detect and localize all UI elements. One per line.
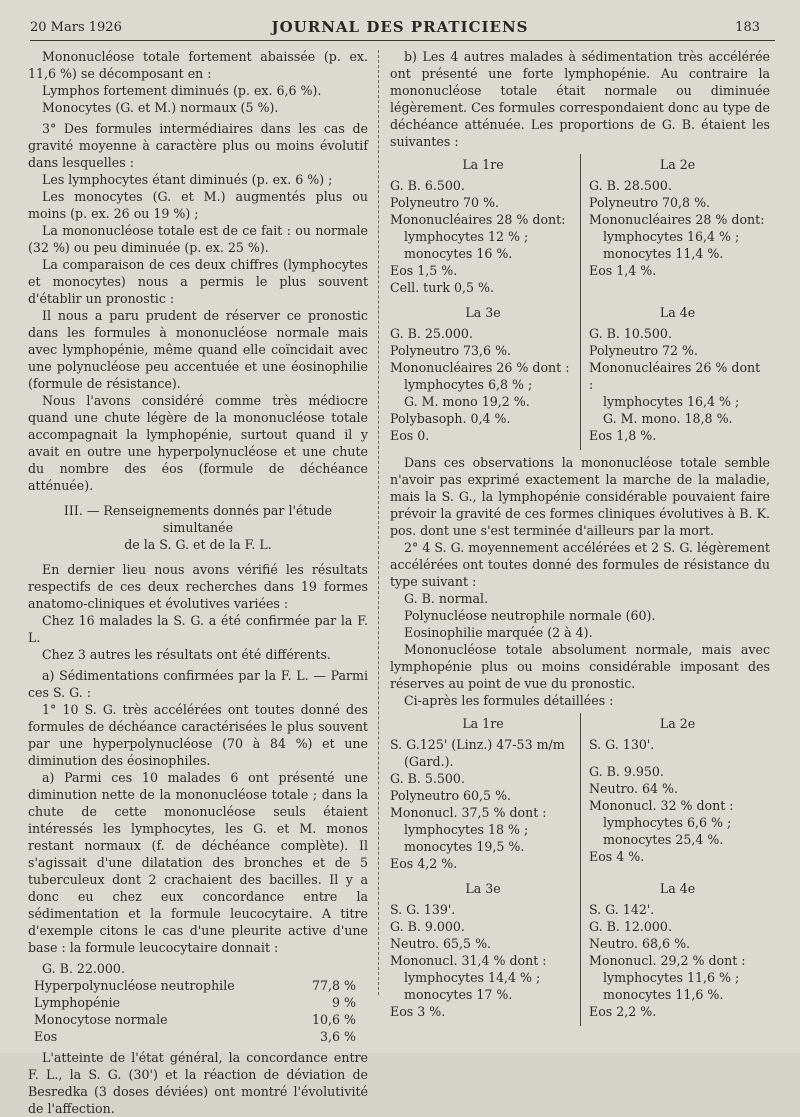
paragraph: Il nous a paru prudent de réserver ce pronostic dans les formules à mononucléose normale mais avec lymphopénie, même quand elle coïncidait avec une polynucléose peu accentuée et une éosinophilie (formule de résistance).	[28, 308, 368, 391]
paragraph: Nous l'avons considéré comme très médiocre quand une chute légère de la mononucléose totale accompagnait la lymphopénie, surtout quand il y avait en outre une hyperpolynucléose et une chute du nombre des éos (formule de déchéance atténuée).	[28, 393, 368, 493]
formula-row	[28, 994, 368, 1011]
cell-line: Eos 4 %.	[589, 849, 645, 864]
cell-line: lymphocytes 16,4 % ;	[603, 394, 740, 409]
cell-line: S. G. 130'.	[589, 737, 655, 752]
cell-line: Mononucléaires 28 % dont:	[589, 212, 765, 227]
table-cell	[580, 878, 770, 1026]
cell-heading: La 4e	[659, 305, 696, 320]
cell-line: Polyneutro 73,6 %.	[390, 343, 512, 358]
table-cell	[580, 154, 770, 302]
left-column	[28, 48, 368, 1117]
paragraph: L'atteinte de l'état général, la concordance entre F. L., la S. G. (30') et la réaction de déviation de Besredka (3 doses déviées) ont montré l'évolutivité de l'affection.	[28, 1050, 368, 1116]
paragraph: Ci-après les formules détaillées :	[404, 693, 614, 708]
cell-line: Mononucléaires 26 % dont :	[589, 360, 761, 392]
paragraph: En dernier lieu nous avons vérifié les résultats respectifs de ces deux recherches dans 19 formes anatomo-cliniques et évolutives variées :	[28, 562, 368, 611]
cell-line: G. M. mono 19,2 %.	[404, 394, 530, 409]
formula-table-1	[390, 154, 770, 450]
table-cell	[580, 713, 770, 878]
paragraph: La comparaison de ces deux chiffres (lymphocytes et monocytes) nous a permis le plus souvent d'établir un pronostic :	[28, 257, 368, 306]
formula-label: Eos	[34, 1029, 58, 1044]
paragraph: Dans ces observations la mononucléose totale semble n'avoir pas exprimé exactement la marche de la maladie, mais la S. G., la lymphopénie considérable pouvaient faire prévoir la gravité de ces formes cliniques évolutives à B. K. pos. dont une s'est terminée d'ailleurs par la mort.	[390, 455, 770, 538]
paragraph: 1° 10 S. G. très accélérées ont toutes donné des formules de déchéance caractérisées le plus souvent par une hyperpolynucléose (70 à 84 %) et une diminution des éosinophiles.	[28, 702, 368, 768]
cell-heading: La 3e	[465, 305, 501, 320]
paragraph: a) Parmi ces 10 malades 6 ont présenté une diminution nette de la mononucléose totale ; dans la chute de cette mononucléose seuls étaient intéressés les lymphocytes, les G. et M. monos restant normaux (f. de déchéance complète). Il s'agissait d'une dilatation des bronches et de 5 tuberculeux dont 2 crachaient des bacilles. Il y a donc eu chez eux concordance entre la sédimentation et la formule leucocytaire. A titre d'exemple citons le cas d'une pleurite active d'une base : la formule leucocytaire donnait :	[28, 770, 368, 955]
right-column	[390, 48, 770, 1026]
cell-line: lymphocytes 18 % ;	[404, 822, 529, 837]
cell-line: Neutro. 64 %.	[589, 781, 679, 796]
cell-line: Polybasoph. 0,4 %.	[390, 411, 511, 426]
cell-heading: La 4e	[659, 881, 696, 896]
cell-line: monocytes 19,5 %.	[404, 839, 525, 854]
cell-line: Mononucl. 31,4 % dont :	[390, 953, 547, 968]
table-cell	[390, 302, 580, 450]
cell-line: G. B. 9.950.	[589, 764, 664, 779]
cell-line: lymphocytes 6,8 % ;	[404, 377, 533, 392]
cell-line: Eos 2,2 %.	[589, 1004, 657, 1019]
cell-line: lymphocytes 16,4 % ;	[603, 229, 740, 244]
cell-line: Eos 1,4 %.	[589, 263, 657, 278]
cell-line: G. B. 28.500.	[589, 178, 672, 193]
formula-value: 9 %	[332, 995, 356, 1010]
header-rule	[30, 40, 775, 41]
cell-line: lymphocytes 6,6 % ;	[603, 815, 732, 830]
cell-line: lymphocytes 14,4 % ;	[404, 970, 541, 985]
cell-line: Neutro. 68,6 %.	[589, 936, 691, 951]
cell-line: monocytes 11,4 %.	[603, 246, 724, 261]
cell-line: G. M. mono. 18,8 %.	[603, 411, 733, 426]
formula-label: Lymphopénie	[34, 995, 121, 1010]
formula-row	[28, 977, 368, 994]
cell-line: monocytes 11,6 %.	[603, 987, 724, 1002]
paragraph: 2° 4 S. G. moyennement accélérées et 2 S. G. légèrement accélérées ont toutes donné des formules de résistance du type suivant :	[390, 540, 770, 589]
paragraph: Mononucléose totale fortement abaissée (p. ex. 11,6 %) se décomposant en :	[28, 49, 368, 81]
paragraph: La mononucléose totale est de ce fait : ou normale (32 %) ou peu diminuée (p. ex. 25 %).	[28, 223, 368, 255]
paragraph: Eosinophilie marquée (2 à 4).	[404, 625, 593, 640]
cell-line: G. B. 6.500.	[390, 178, 465, 193]
paragraph: Chez 3 autres les résultats ont été différents.	[42, 647, 331, 662]
paragraph: Les monocytes (G. et M.) augmentés plus ou moins (p. ex. 26 ou 19 %) ;	[28, 189, 368, 221]
cell-line: Mononucl. 29,2 % dont :	[589, 953, 746, 968]
page-number: 183	[735, 20, 760, 35]
paragraph: Polynucléose neutrophile normale (60).	[404, 608, 656, 623]
paragraph: Les lymphocytes étant diminués (p. ex. 6 %) ;	[42, 172, 333, 187]
paragraph: Monocytes (G. et M.) normaux (5 %).	[42, 100, 279, 115]
paragraph: a) Sédimentations confirmées par la F. L. — Parmi ces S. G. :	[28, 668, 368, 700]
paragraph: Mononucléose totale absolument normale, mais avec lymphopénie plus ou moins considérable imposant des réserves au point de vue du pronostic.	[390, 642, 770, 691]
cell-line: Eos 4,2 %.	[390, 856, 458, 871]
cell-line: Polyneutro 70 %.	[390, 195, 500, 210]
cell-line: Polyneutro 72 %.	[589, 343, 699, 358]
paragraph: G. B. 22.000.	[42, 961, 125, 976]
section-heading-continued: de la S. G. et de la F. L.	[124, 537, 272, 552]
cell-line: lymphocytes 11,6 % ;	[603, 970, 740, 985]
cell-line: Polyneutro 70,8 %.	[589, 195, 711, 210]
formula-row	[28, 1028, 368, 1045]
cell-line: Neutro. 65,5 %.	[390, 936, 492, 951]
table-cell	[390, 154, 580, 302]
cell-line: G. B. 9.000.	[390, 919, 465, 934]
cell-heading: La 1re	[462, 716, 504, 731]
cell-line: Eos 1,8 %.	[589, 428, 657, 443]
paragraph: b) Les 4 autres malades à sédimentation très accélérée ont présenté une forte lymphopénie. Au contraire la mononucléose totale était normale ou diminuée légèrement. Ces formules correspondaient donc au type de déchéance atténuée. Les proportions de G. B. étaient les suivantes :	[390, 49, 770, 149]
formula-value: 77,8 %	[311, 978, 356, 993]
cell-line: Polyneutro 60,5 %.	[390, 788, 512, 803]
cell-line: monocytes 25,4 %.	[603, 832, 724, 847]
formula-value: 3,6 %	[320, 1029, 356, 1044]
cell-line: monocytes 17 %.	[404, 987, 513, 1002]
cell-line: G. B. 12.000.	[589, 919, 672, 934]
cell-line: G. B. 5.500.	[390, 771, 465, 786]
table-cell	[580, 302, 770, 450]
cell-heading: La 2e	[659, 157, 696, 172]
cell-line: S. G. 142'.	[589, 902, 655, 917]
header-date: 20 Mars 1926	[30, 20, 122, 35]
cell-line: Mononucléaires 26 % dont :	[390, 360, 570, 375]
cell-line: Cell. turk 0,5 %.	[390, 280, 494, 295]
formula-label: Monocytose normale	[34, 1012, 168, 1027]
cell-line: Eos 0.	[390, 428, 430, 443]
cell-line: G. B. 10.500.	[589, 326, 672, 341]
section-heading: III. — Renseignements donnés par l'étude simultanée	[63, 503, 333, 535]
paragraph: Chez 16 malades la S. G. a été confirmée par la F. L.	[28, 613, 368, 645]
journal-title: JOURNAL DES PRATICIENS	[271, 18, 529, 36]
cell-line: Mononucl. 37,5 % dont :	[390, 805, 547, 820]
cell-line: monocytes 16 %.	[404, 246, 513, 261]
cell-line: S. G. 139'.	[390, 902, 456, 917]
formula-label: Hyperpolynucléose neutrophile	[34, 978, 235, 993]
formula-row	[28, 1011, 368, 1028]
cell-line: lymphocytes 12 % ;	[404, 229, 529, 244]
blank-line	[589, 753, 766, 763]
cell-heading: La 1re	[462, 157, 504, 172]
cell-line: Mononucl. 32 % dont :	[589, 798, 734, 813]
cell-line: Eos 3 %.	[390, 1004, 446, 1019]
cell-line: Eos 1,5 %.	[390, 263, 458, 278]
cell-line: Mononucléaires 28 % dont:	[390, 212, 566, 227]
cell-line: G. B. 25.000.	[390, 326, 473, 341]
table-cell	[390, 878, 580, 1026]
cell-heading: La 3e	[465, 881, 501, 896]
table-cell	[390, 713, 580, 878]
paragraph: Lymphos fortement diminués (p. ex. 6,6 %).	[42, 83, 322, 98]
formula-table-2	[390, 713, 770, 1026]
paragraph: 3° Des formules intermédiaires dans les cas de gravité moyenne à caractère plus ou moins évolutif dans lesquelles :	[28, 121, 368, 170]
paragraph: G. B. normal.	[404, 591, 489, 606]
column-divider	[378, 50, 379, 995]
cell-line: S. G.125' (Linz.) 47-53 m/m	[390, 737, 565, 752]
cell-heading: La 2e	[659, 716, 696, 731]
formula-value: 10,6 %	[311, 1012, 356, 1027]
cell-line: (Gard.).	[404, 754, 454, 769]
